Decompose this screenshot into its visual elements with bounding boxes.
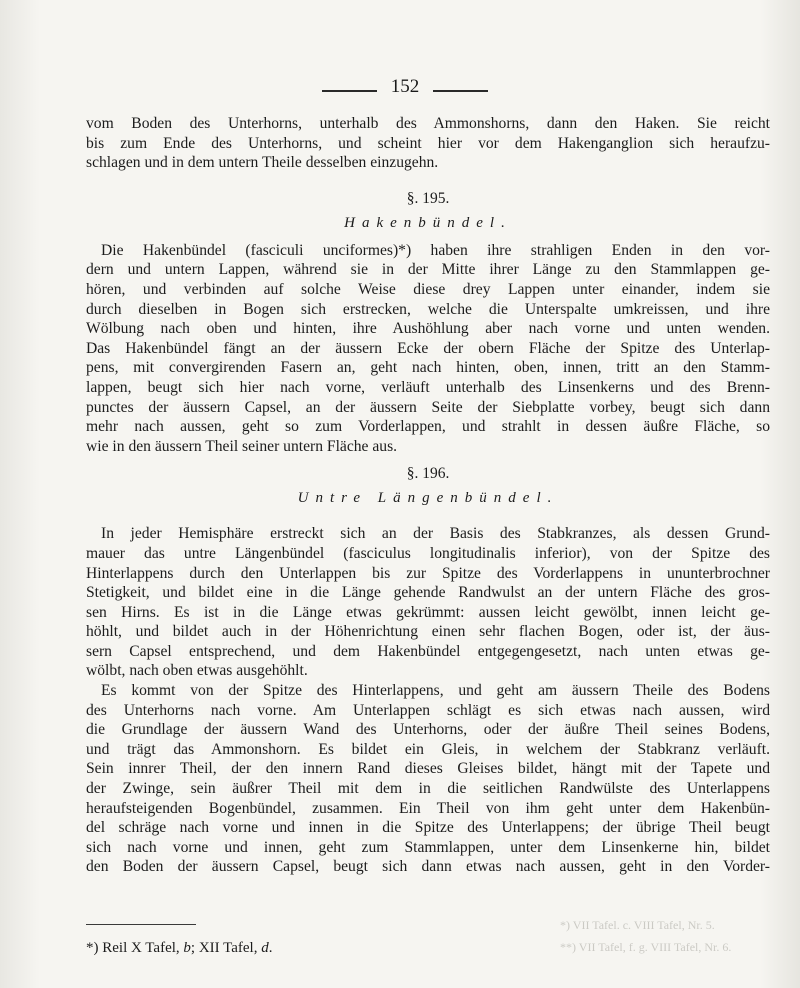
text-line: sen Hirns. Es ist in die Länge etwas gekrümmt: aussen leicht gewölbt, innen leicht ge- — [86, 603, 770, 621]
footnote-text: Reil X Tafel, — [102, 940, 184, 956]
text-line: sern Capsel entsprechend, und dem Hakenbündel entgegengesetzt, nach unten etwas ge- — [86, 642, 770, 660]
page-body — [86, 114, 770, 877]
footnote-text: . — [268, 940, 273, 956]
text-line: del schräge nach vorne und innen in die Spitze des Unterlappens; der übrige Theil beugt — [86, 819, 770, 837]
footnote-ref: b — [183, 940, 191, 956]
header-rule-left — [322, 90, 377, 92]
section-195-paragraph — [86, 241, 770, 457]
section-title-195: Hakenbündel. — [344, 214, 512, 231]
page-number: 152 — [390, 76, 420, 97]
text-line: mehr nach aussen, geht so zum Vorderlappen, und strahlt in dessen äußre Fläche, so — [86, 418, 770, 436]
bleed-through-text: *) VII Tafel. c. VIII Tafel, Nr. 5. — [560, 918, 715, 932]
text-line: des Unterhorns nach vorne. Am Unterlappen schlägt es sich etwas nach aussen, wird — [86, 701, 770, 719]
text-line: sich nach vorne und innen, geht zum Stammlappen, unter dem Linsenkerne hin, bildet — [86, 838, 770, 856]
footnote-text: ; XII Tafel, — [190, 940, 262, 956]
text-line: hören, und verbinden auf solche Weise diese drey Lappen unter einander, indem sie — [86, 280, 770, 298]
text-line: höhlt, und bildet auch in der Höhenrichtung einen sehr flachen Bogen, oder ist, der äus- — [86, 623, 770, 641]
text-line: den Boden der äussern Capsel, beugt sich dann etwas nach aussen, geht in den Vorder- — [86, 858, 770, 876]
text-line: mauer das untre Längenbündel (fasciculus longitudinalis inferior), von der Spitze des — [86, 544, 770, 562]
section-number-196: §. 196. — [406, 465, 450, 483]
header-rule-right — [433, 90, 488, 92]
text-line: vom Boden des Unterhorns, unterhalb des Ammonshorns, dann den Haken. Sie reicht — [86, 115, 770, 132]
text-line: heraufsteigenden Bogenbündel, zusammen. Ein Theil von ihm geht unter dem Hakenbün- — [86, 799, 770, 817]
footnote-marker: *) — [86, 940, 99, 956]
text-line: wölbt, nach oben etwas ausgehöhlt. — [86, 662, 308, 680]
text-line: wie in den äussern Theil seiner untern Fläche aus. — [86, 437, 398, 455]
text-line: lappen, beugt sich hier nach vorne, verläuft unterhalb des Linsenkerns und des Brenn- — [86, 378, 770, 396]
text-line: schlagen und in dem untern Theile desselben einzugehn. — [86, 154, 439, 172]
footnote-rule — [86, 924, 196, 925]
section-196-paragraph-2 — [86, 681, 770, 877]
text-line: die Grundlage der äussern Wand des Unterhorns, oder der äußre Theil seines Bodens, — [86, 721, 770, 739]
section-196-paragraph-1 — [86, 524, 770, 681]
footnote — [86, 940, 272, 957]
text-line: Die Hakenbündel (fasciculi unciformes)*) haben ihre strahligen Enden in den vor- — [101, 241, 770, 259]
page-header — [0, 76, 800, 102]
text-line: Das Hakenbündel fängt an der äussern Ecke der obern Fläche der Spitze des Unterlap- — [86, 339, 770, 357]
text-line: dern und untern Lappen, während sie in der Mitte ihrer Länge zu den Stammlappen ge- — [86, 261, 770, 279]
text-line: Sein innrer Theil, der den innern Rand dieses Gleises bildet, hängt mit der Tapete und — [86, 760, 770, 778]
text-line: Wölbung nach oben und hinten, ihre Aushöhlung aber nach vorne und unten wenden. — [86, 320, 770, 338]
bleed-through-text: **) VII Tafel, f. g. VIII Tafel, Nr. 6. — [560, 940, 732, 954]
intro-paragraph — [86, 114, 770, 173]
text-line: bis zum Ende des Unterhorns, und scheint hier vor dem Hakenganglion sich heraufzu- — [86, 134, 770, 152]
text-line: pens, mit convergirenden Fasern an, geht nach hinten, oben, innen, tritt an den Stamm- — [86, 359, 770, 377]
text-line: der Zwinge, sein äußrer Theil mit dem in die seitlichen Randwülste des Unterlappens — [86, 780, 770, 798]
section-title-196: Untre Längenbündel. — [297, 490, 559, 507]
text-line: In jeder Hemisphäre erstreckt sich an der Basis des Stabkranzes, als dessen Grund- — [101, 525, 770, 543]
text-line: punctes der äussern Capsel, an der äussern Seite der Siebplatte vorbey, beugt sich dann — [86, 398, 770, 416]
text-line: und trägt das Ammonshorn. Es bildet ein Gleis, in welchem der Stabkranz verläuft. — [86, 740, 770, 758]
text-line: Hinterlappens durch den Unterlappen bis zur Spitze des Vorderlappens in ununterbrochner — [86, 564, 770, 582]
footnote-ref: d — [261, 940, 269, 956]
text-line: Es kommt von der Spitze des Hinterlappens, und geht am äussern Theile des Bodens — [101, 682, 770, 700]
section-number-195: §. 195. — [406, 189, 450, 207]
text-line: durch dieselben in Bogen sich erstrecken, welche die Unterspalte umkreissen, und ihre — [86, 300, 770, 318]
text-line: Stetigkeit, und bildet eine in die Länge gehende Randwulst an der untern Fläche des gros- — [86, 584, 770, 602]
